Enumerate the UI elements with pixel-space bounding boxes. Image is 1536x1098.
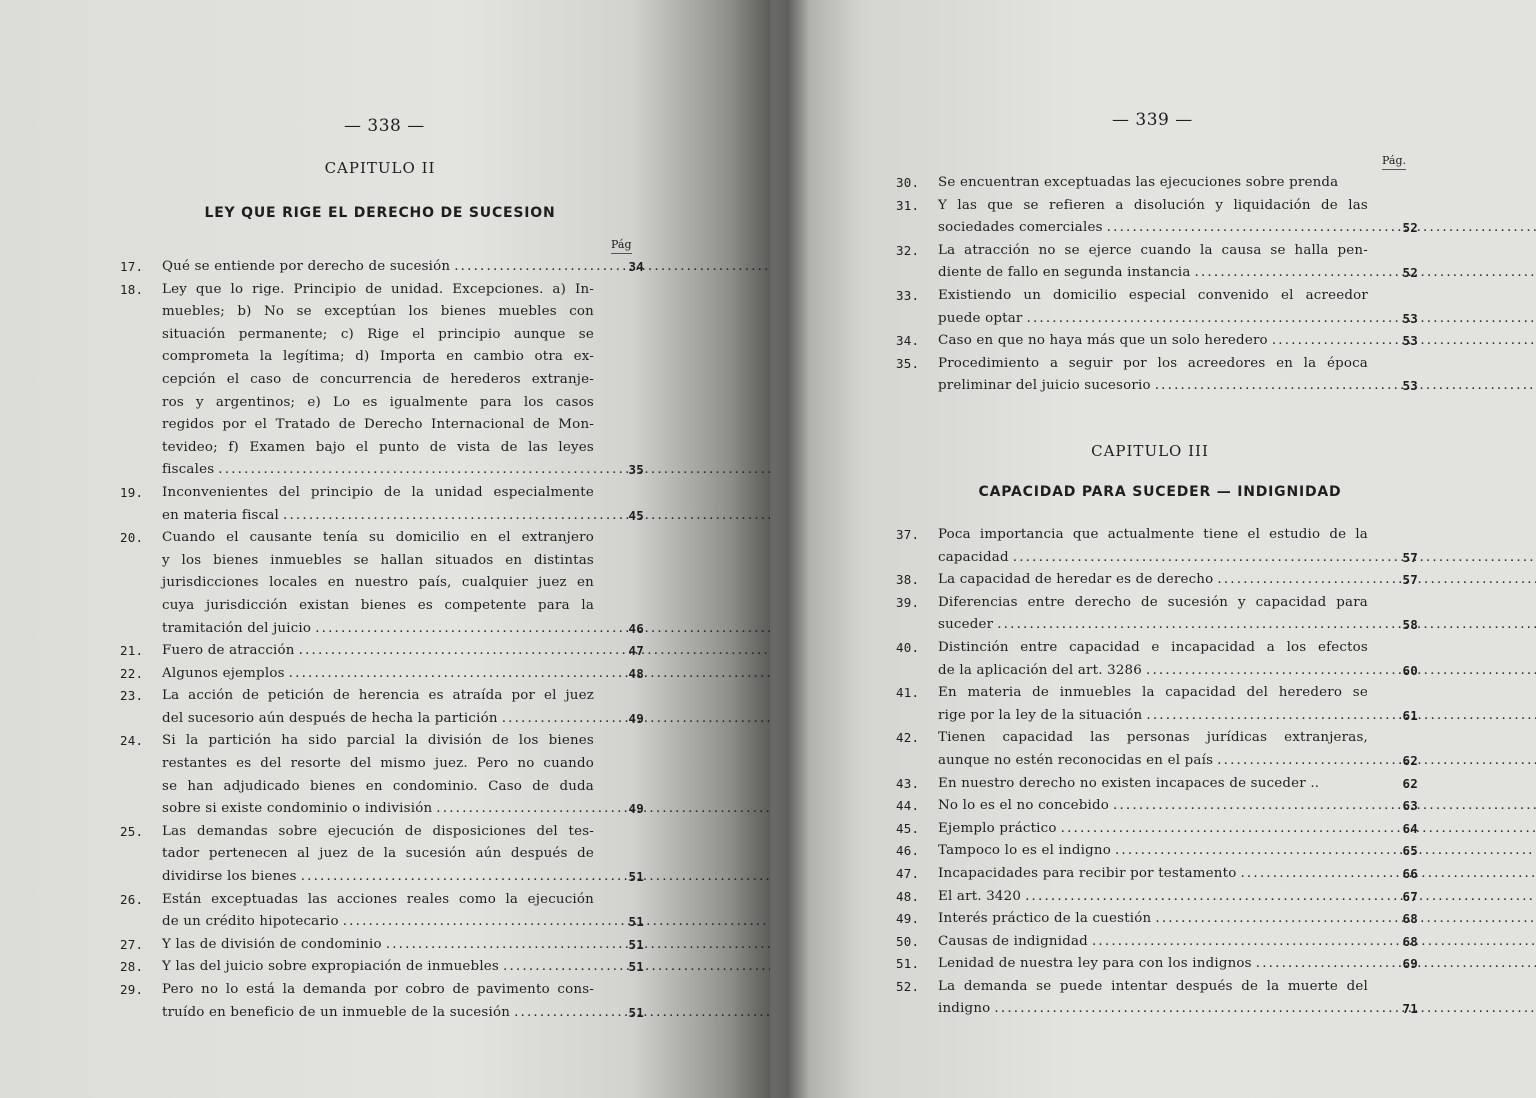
entry-text-line: Inconvenientes del principio de la unidad especialmente [162,484,594,500]
entry-title: Se encuentran exceptuadas las ejecuciones sobre prenda [938,175,1339,190]
entry-text-line: tador pertenecen al juez de la sucesión aún después de [162,846,594,862]
entry-title: en materia fiscal [162,507,279,523]
entry-page: 53 [1402,310,1418,326]
entry-text-line [162,1002,594,1025]
entry-text-line: La demanda se puede intentar después de la muerte del [938,978,1368,994]
entry-page: 67 [1402,888,1418,904]
entry-page: 48 [628,665,644,681]
entry-page: 35 [628,462,644,478]
entry-number: 43. [896,775,920,791]
toc-entry [896,795,1418,818]
toc-entry [896,773,1418,796]
entry-number: 21. [120,643,144,659]
entry-text-line: Poca importancia que actualmente tiene el estudio de la [938,527,1368,542]
entry-title: Ejemplo práctico [938,820,1057,836]
entry-page: 57 [1402,549,1418,565]
entry-text-line: En materia de inmuebles la capacidad del heredero se [938,685,1368,701]
chapter-heading: CAPITULO II [324,159,436,177]
chapter-title: CAPACIDAD PARA SUCEDER — INDIGNIDAD [978,484,1342,500]
entry-number: 44. [896,798,920,814]
entry-text-line: regidos por el Tratado de Derecho Internacional de Mon- [162,417,594,433]
entry-title: aunque no estén reconocidas en el país [938,752,1214,768]
entry-text-line [162,956,594,979]
entry-page: 71 [1402,1001,1418,1017]
entry-title: El art. 3420 [938,888,1022,904]
toc-entry [896,818,1418,841]
dot-leader [1113,798,1536,813]
entry-title: capacidad [938,549,1009,565]
entry-title: No lo es el no concebido [938,798,1109,814]
chapter-title: LEY QUE RIGE EL DERECHO DE SUCESION [204,205,556,221]
entry-title: truído en beneficio de un inmueble de la sucesión [162,1004,511,1020]
entry-page: 68 [1402,911,1418,927]
toc-entry [120,527,644,640]
toc-entry [120,979,644,1024]
toc-entry [120,663,644,686]
entry-text-line: tevideo; f) Examen bajo el punto de vista de las leyes [162,439,594,455]
toc-entry [120,482,644,527]
entry-text-line [162,663,594,686]
entry-text-line [938,217,1368,240]
entry-page: 63 [1402,798,1418,814]
entry-text-line [938,931,1368,954]
entry-number: 48. [896,888,920,904]
entry-text-line: ros y argentinos; e) Lo es igualmente para los casos [162,394,594,410]
entry-text-line: Ley que lo rige. Principio de unidad. Excepciones. a) In- [162,281,594,297]
dot-leader [1061,821,1536,836]
entry-title: sociedades comerciales [938,220,1103,236]
entry-number: 19. [120,484,144,500]
entry-text-line [938,172,1368,195]
entry-page: 60 [1402,662,1418,678]
entry-text-line [162,866,594,889]
entry-text-line [938,750,1368,773]
toc-entry [120,685,644,730]
entry-title: Algunos ejemplos [162,665,285,681]
toc-list [896,172,1418,398]
entry-title: Caso en que no haya más que un solo heredero [938,333,1268,349]
toc-list [896,524,1418,1021]
entry-page: 52 [1402,265,1418,281]
entry-text-line [938,330,1368,353]
toc-entry [896,285,1418,330]
entry-number: 23. [120,688,144,704]
entry-number: 40. [896,639,920,655]
entry-number: 49. [896,911,920,927]
toc-entry [896,886,1418,909]
entry-number: 29. [120,982,144,997]
entry-page: 51 [628,869,644,885]
entry-page: 46 [628,620,644,636]
entry-page: 53 [1402,378,1418,394]
toc-entry [120,934,644,957]
entry-title: preliminar del juicio sucesorio [938,378,1151,394]
entry-title: diente de fallo en segunda instancia [938,265,1191,281]
entry-page: 51 [628,1004,644,1020]
entry-text-line [938,818,1368,841]
entry-title: de un crédito hipotecario [162,914,339,930]
entry-text-line [938,569,1368,592]
entry-title: de la aplicación del art. 3286 [938,662,1142,678]
entry-title: Tampoco lo es el indigno [938,843,1111,859]
entry-number: 39. [896,594,920,610]
entry-number: 32. [896,242,920,258]
entry-text-line: comprometa la legítima; d) Importa en cambio otra ex- [162,349,594,365]
entry-title: Causas de indignidad [938,933,1088,949]
entry-number: 46. [896,843,920,859]
entry-text-line [938,840,1368,863]
toc-entry [896,195,1418,240]
entry-page: 64 [1402,820,1418,836]
toc-entry [896,353,1418,398]
toc-entry [896,637,1418,682]
toc-entry [896,727,1418,772]
entry-text-line [938,614,1368,637]
entry-page: 69 [1402,956,1418,972]
entry-title: Y las de división de condominio [162,936,382,952]
entry-text-line: muebles; b) No se exceptúan los bienes muebles con [162,304,594,320]
entry-number: 34. [896,333,920,349]
page-column-label: Pág [611,238,632,254]
toc-entry [896,592,1418,637]
entry-number: 47. [896,865,920,881]
entry-number: 51. [896,956,920,972]
toc-entry [896,240,1418,285]
entry-text-line: Cuando el causante tenía su domicilio en el extranjero [162,530,594,546]
dot-leader [1115,843,1536,858]
entry-text-line [162,505,594,528]
entry-number: 27. [120,936,144,952]
entry-text-line [162,708,594,731]
entry-text-line: restantes es del resorte del mismo juez. Pero no cuando [162,756,594,772]
dot-leader [1107,220,1536,235]
entry-number: 35. [896,355,920,371]
entry-page: 51 [628,936,644,952]
entry-title: Qué se entiende por derecho de sucesión [162,259,451,274]
entry-text-line: La acción de petición de herencia es atraída por el juez [162,688,594,704]
entry-title: dividirse los bienes [162,869,297,885]
toc-entry [896,840,1418,863]
entry-number: 50. [896,933,920,949]
entry-text-line [938,705,1368,728]
entry-title: del sucesorio aún después de hecha la partición [162,710,498,726]
dot-leader [1240,866,1536,881]
entry-title: La capacidad de heredar es de derecho [938,572,1214,588]
entry-page: 58 [1402,617,1418,633]
entry-number: 30. [896,175,920,190]
entry-text-line: Están exceptuadas las acciones reales como la ejecución [162,891,594,907]
entry-text-line [938,908,1368,931]
toc-entry [120,821,644,889]
entry-text-line [938,863,1368,886]
entry-title: suceder [938,617,994,633]
entry-page: 45 [628,507,644,523]
entry-title: fiscales [162,462,215,478]
entry-page: 34 [628,259,644,274]
entry-page: 47 [628,643,644,659]
dot-leader [997,617,1536,632]
entry-text-line [938,547,1368,570]
dot-leader [1146,663,1536,678]
entry-text-line [162,640,594,663]
entry-text-line: cepción el caso de concurrencia de herederos extranje- [162,371,594,387]
entry-page: 65 [1402,843,1418,859]
entry-title: indigno [938,1001,991,1017]
entry-page: 57 [1402,572,1418,588]
entry-text-line: Diferencias entre derecho de sucesión y capacidad para [938,594,1368,610]
entry-text-line [162,618,594,641]
entry-page: 51 [628,959,644,975]
entry-title: sobre si existe condominio o indivisión [162,801,433,817]
entry-page: 62 [1402,752,1418,768]
dot-leader [1155,911,1536,926]
entry-number: 22. [120,665,144,681]
entry-text-line [938,308,1368,331]
page-number: — 338 — [344,116,425,136]
toc-entry [896,682,1418,727]
toc-entry [120,956,644,979]
dot-leader [1025,889,1536,904]
entry-title: Incapacidades para recibir por testamento [938,865,1237,881]
entry-page: 68 [1402,933,1418,949]
entry-number: 24. [120,733,144,749]
entry-title: Lenidad de nuestra ley para con los indignos [938,956,1252,972]
entry-text-line [938,998,1368,1021]
entry-text-line: se han adjudicado bienes en condominio. Caso de duda [162,778,594,794]
entry-text-line: Y las que se refieren a disolución y liquidación de las [938,197,1368,213]
entry-text-line [162,911,594,934]
entry-title: tramitación del juicio [162,620,312,636]
toc-entry [896,953,1418,976]
entry-text-line: Procedimiento a seguir por los acreedores en la época [938,355,1368,371]
dot-leader [1092,934,1536,949]
entry-page: 52 [1402,220,1418,236]
page-number: — 339 — [1112,110,1193,130]
entry-text-line [938,660,1368,683]
dot-leader [1217,753,1536,768]
toc-entry [120,889,644,934]
dot-leader [1013,550,1536,565]
toc-entry [896,569,1418,592]
toc-entry [120,279,644,482]
entry-number: 18. [120,281,144,297]
entry-text-line [938,375,1368,398]
dot-leader [1155,378,1536,393]
entry-text-line: La atracción no se ejerce cuando la causa se halla pen- [938,242,1368,258]
toc-list [120,256,644,1024]
toc-entry [896,908,1418,931]
toc-entry [896,330,1418,353]
entry-number: 42. [896,730,920,746]
entry-text-line [938,773,1368,796]
dot-leader [994,1001,1536,1016]
entry-title: Interés práctico de la cuestión [938,911,1152,927]
entry-number: 52. [896,978,920,994]
entry-number: 28. [120,959,144,975]
entry-text-line: situación permanente; c) Rige el principio aunque se [162,326,594,342]
toc-entry [120,730,644,820]
entry-text-line: Existiendo un domicilio especial convenido el acreedor [938,287,1368,303]
entry-page: 61 [1402,707,1418,723]
entry-text-line [938,262,1368,285]
entry-text-line: y los bienes inmuebles se hallan situados en distintas [162,552,594,568]
entry-text-line: Pero no lo está la demanda por cobro de pavimento cons- [162,982,594,997]
entry-text-line [162,459,594,482]
entry-number: 38. [896,572,920,588]
entry-number: 26. [120,891,144,907]
entry-number: 20. [120,530,144,546]
dot-leader [1217,572,1536,587]
entry-text-line [938,795,1368,818]
toc-entry [120,640,644,663]
entry-text-line [938,953,1368,976]
dot-leader [1195,265,1536,280]
entry-text-line: Si la partición ha sido parcial la división de los bienes [162,733,594,749]
toc-entry [120,256,644,279]
entry-text-line: Tienen capacidad las personas jurídicas extranjeras, [938,730,1368,746]
toc-entry [896,863,1418,886]
entry-text-line [938,886,1368,909]
entry-page: 49 [628,710,644,726]
entry-number: 33. [896,287,920,303]
entry-text-line: Las demandas sobre ejecución de disposiciones del tes- [162,823,594,839]
entry-number: 17. [120,259,144,274]
entry-page: 62 [1402,775,1418,791]
right-page [770,0,1536,1098]
entry-page: 49 [628,801,644,817]
toc-entry [896,172,1418,195]
entry-title: Y las del juicio sobre expropiación de inmuebles [162,959,500,975]
entry-number: 25. [120,823,144,839]
entry-title: Fuero de atracción [162,643,295,659]
entry-title: puede optar [938,310,1023,326]
chapter-heading: CAPITULO III [1091,442,1209,460]
dot-leader [1146,708,1536,723]
entry-title: En nuestro derecho no existen incapaces de suceder .. [938,775,1320,791]
entry-text-line: jurisdicciones locales en nuestro país, cualquier juez en [162,575,594,591]
entry-page: 51 [628,914,644,930]
entry-text-line [162,256,594,279]
entry-page: 53 [1402,333,1418,349]
toc-entry [896,524,1418,569]
entry-page: 66 [1402,865,1418,881]
entry-number: 41. [896,685,920,701]
entry-text-line [162,934,594,957]
entry-text-line: Distinción entre capacidad e incapacidad a los efectos [938,639,1368,655]
entry-number: 37. [896,527,920,542]
dot-leader [1026,311,1536,326]
entry-number: 45. [896,820,920,836]
entry-number: 31. [896,197,920,213]
entry-text-line: cuya jurisdicción existan bienes es competente para la [162,597,594,613]
entry-text-line [162,798,594,821]
toc-entry [896,976,1418,1021]
page-column-label: Pág. [1382,154,1406,170]
entry-title: rige por la ley de la situación [938,707,1143,723]
toc-entry [896,931,1418,954]
